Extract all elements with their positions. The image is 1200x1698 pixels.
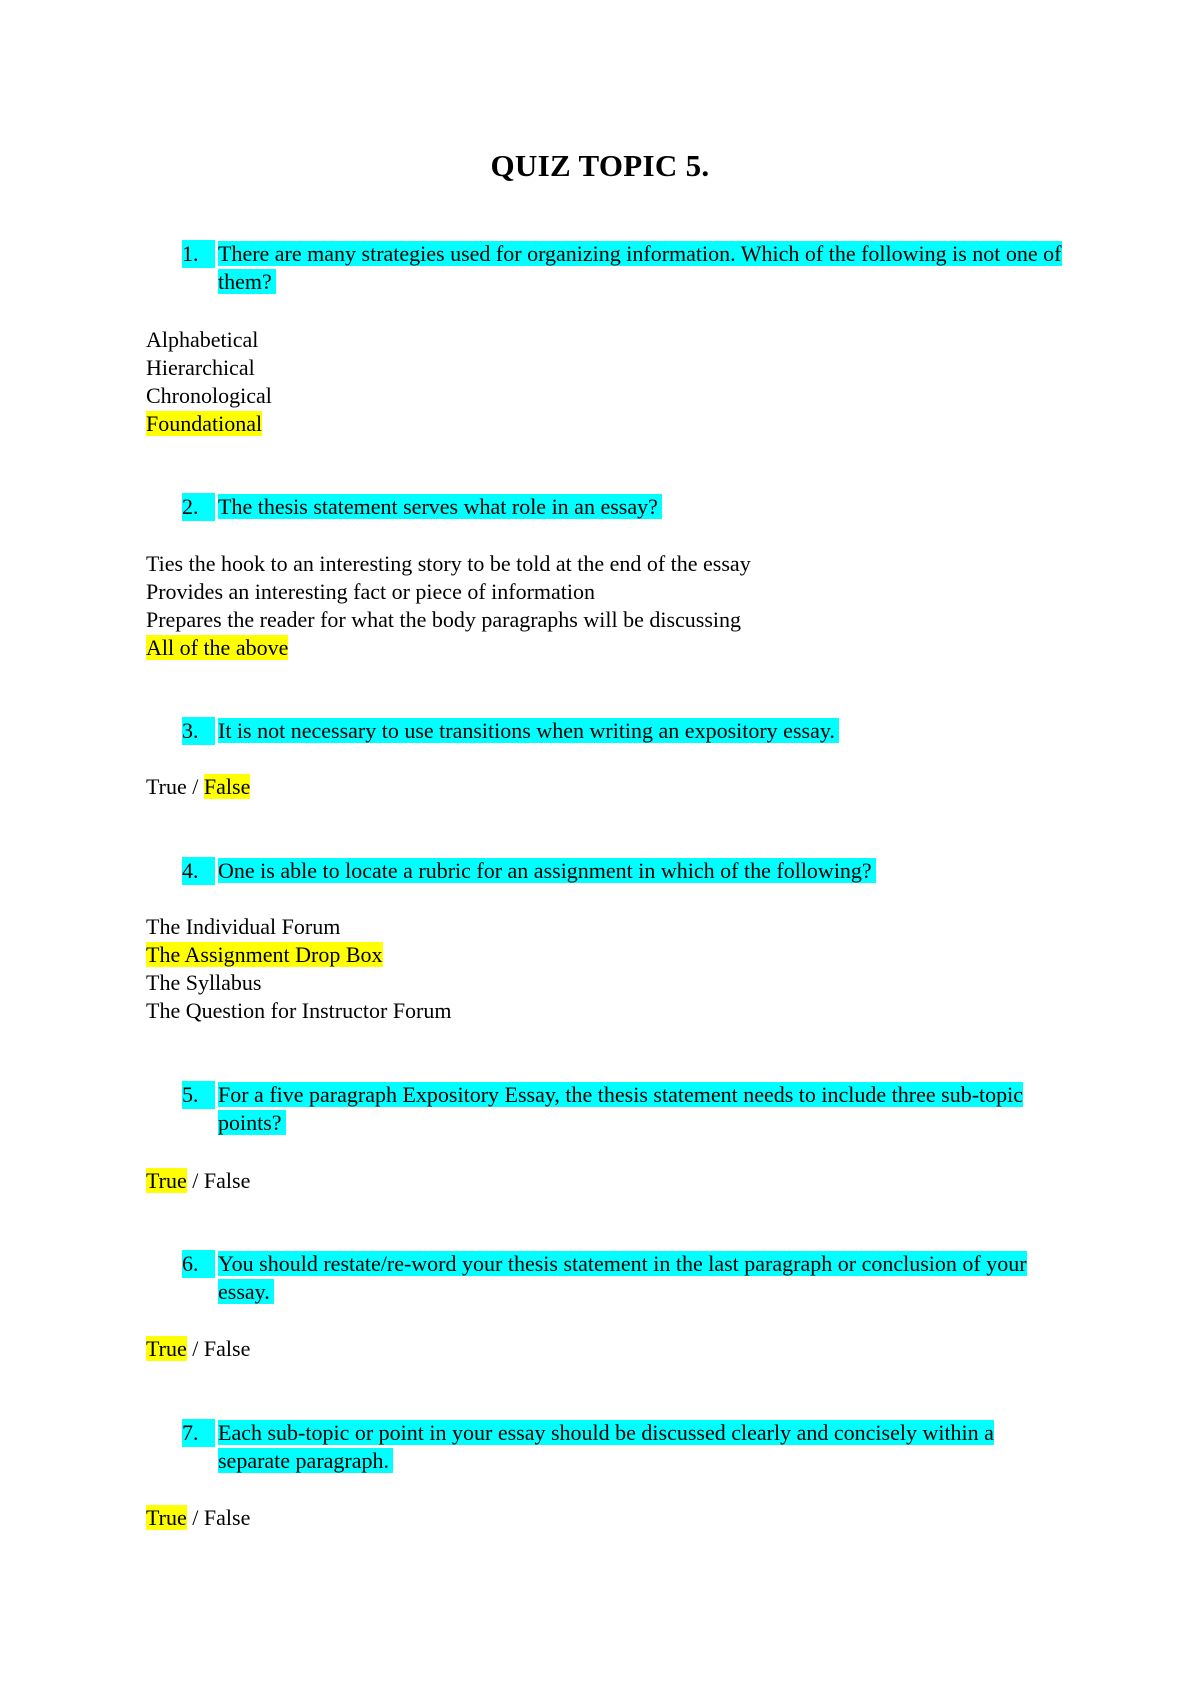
true-false-line	[146, 1335, 250, 1363]
question-number: 2.	[182, 493, 215, 521]
answer-option: The Question for Instructor Forum	[146, 998, 452, 1023]
question-3	[182, 717, 1068, 745]
answer-option: The Syllabus	[146, 970, 262, 995]
answers-7	[146, 1504, 250, 1532]
question-6	[182, 1250, 1068, 1306]
separator: /	[186, 774, 204, 799]
question-2	[182, 493, 1068, 521]
question-text: One is able to locate a rubric for an assignment in which of the following?	[218, 857, 1068, 885]
answers-6	[146, 1335, 250, 1363]
question-1	[182, 240, 1068, 296]
question-number: 6.	[182, 1250, 215, 1278]
true-label-highlighted: True	[146, 1505, 187, 1530]
true-label-highlighted: True	[146, 1336, 187, 1361]
question-number: 3.	[182, 717, 215, 745]
true-label-highlighted: True	[146, 1168, 187, 1193]
true-false-line	[146, 1504, 250, 1532]
question-text: For a five paragraph Expository Essay, the thesis statement needs to include three sub-topic points?	[218, 1082, 1024, 1135]
question-number: 1.	[182, 240, 215, 268]
answer-option-highlighted: Foundational	[146, 411, 263, 436]
question-5	[182, 1081, 1068, 1137]
answer-option: Chronological	[146, 383, 272, 408]
answer-option-highlighted: The Assignment Drop Box	[146, 942, 383, 967]
question-number: 5.	[182, 1081, 215, 1109]
false-label: False	[203, 1168, 251, 1193]
question-text: The thesis statement serves what role in an essay?	[218, 493, 1068, 521]
true-false-line	[146, 1167, 250, 1195]
question-text: It is not necessary to use transitions when writing an expository essay.	[218, 717, 1068, 745]
false-label: False	[203, 1336, 251, 1361]
true-label: True	[146, 774, 187, 799]
answer-option: The Individual Forum	[146, 914, 341, 939]
question-text: There are many strategies used for organizing information. Which of the following is not one of them?	[218, 241, 1062, 294]
question-text: You should restate/re-word your thesis statement in the last paragraph or conclusion of your essay.	[218, 1251, 1027, 1304]
question-7	[182, 1419, 1068, 1475]
answer-option: Prepares the reader for what the body paragraphs will be discussing	[146, 607, 742, 632]
false-label: False	[203, 1505, 251, 1530]
separator: /	[186, 1505, 204, 1530]
answer-option: Provides an interesting fact or piece of information	[146, 579, 596, 604]
answers-1	[146, 326, 272, 438]
answer-option-highlighted: All of the above	[146, 635, 289, 660]
false-label-highlighted: False	[203, 774, 251, 799]
answer-option: Alphabetical	[146, 327, 259, 352]
answer-option: Ties the hook to an interesting story to be told at the end of the essay	[146, 551, 751, 576]
answers-5	[146, 1167, 250, 1195]
answers-2	[146, 550, 751, 662]
question-text: Each sub-topic or point in your essay should be discussed clearly and concisely within a separate paragraph.	[218, 1420, 994, 1473]
answers-3	[146, 773, 250, 801]
true-false-line	[146, 773, 250, 801]
question-4	[182, 857, 1068, 885]
question-number: 7.	[182, 1419, 215, 1447]
page-title: QUIZ TOPIC 5.	[490, 148, 710, 183]
question-number: 4.	[182, 857, 215, 885]
separator: /	[186, 1168, 204, 1193]
separator: /	[186, 1336, 204, 1361]
answer-option: Hierarchical	[146, 355, 255, 380]
answers-4	[146, 913, 452, 1025]
